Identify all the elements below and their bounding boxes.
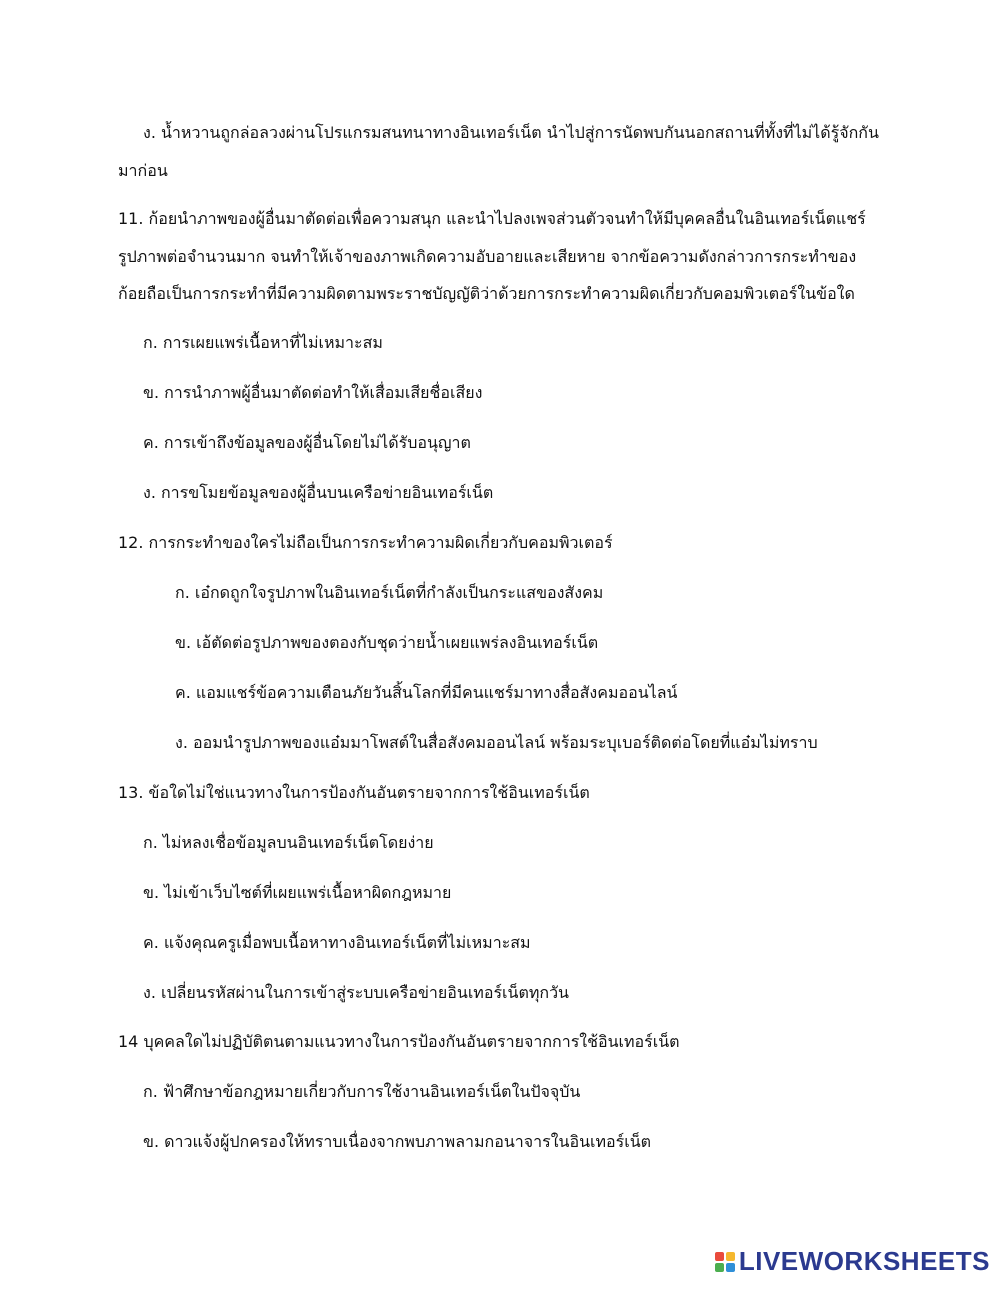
logo-text: LIVEWORKSHEETS (738, 1246, 990, 1276)
q11-choice-b: ข. การนำภาพผู้อื่นมาตัดต่อทำให้เสื่อมเสียชื่อเสียง (143, 383, 483, 402)
q13-choice-a: ก. ไม่หลงเชื่อข้อมูลบนอินเทอร์เน็ตโดยง่าย (143, 833, 434, 852)
q11-choice-d: ง. การขโมยข้อมูลของผู้อื่นบนเครือข่ายอินเทอร์เน็ต (143, 483, 494, 502)
logo-block-blue (726, 1263, 735, 1272)
q14-choice-a: ก. ฟ้าศึกษาข้อกฎหมายเกี่ยวกับการใช้งานอินเทอร์เน็ตในปัจจุบัน (143, 1082, 581, 1101)
q13-question: 13. ข้อใดไม่ใช่แนวทางในการป้องกันอันตรายจากการใช้อินเทอร์เน็ต (118, 783, 590, 802)
logo-blocks-icon (715, 1252, 735, 1272)
q10-choice-d-line1: ง. น้ำหวานถูกล่อลวงผ่านโปรแกรมสนทนาทางอินเทอร์เน็ต นำไปสู่การนัดพบกันนอกสถานที่ทั้งที่ไม่ได้รู้จักกัน (143, 123, 879, 142)
q10-choice-d-line2: มาก่อน (118, 161, 168, 180)
q12-choice-d: ง. ออมนำรูปภาพของแอ๋มมาโพสต์ในสื่อสังคมออนไลน์ พร้อมระบุเบอร์ติดต่อโดยที่แอ๋มไม่ทราบ (175, 733, 818, 752)
logo-block-green (715, 1263, 724, 1272)
logo-block-yellow (726, 1252, 735, 1261)
q13-choice-b: ข. ไม่เข้าเว็บไซต์ที่เผยแพร่เนื้อหาผิดกฎหมาย (143, 883, 452, 902)
q11-question-line3: ก้อยถือเป็นการกระทำที่มีความผิดตามพระราชบัญญัติว่าด้วยการกระทำความผิดเกี่ยวกับคอมพิวเตอร์ในข้อใด (118, 284, 855, 303)
q11-choice-a: ก. การเผยแพร่เนื้อหาที่ไม่เหมาะสม (143, 333, 383, 352)
q14-choice-b: ข. ดาวแจ้งผู้ปกครองให้ทราบเนื่องจากพบภาพลามกอนาจารในอินเทอร์เน็ต (143, 1132, 652, 1151)
q13-choice-d: ง. เปลี่ยนรหัสผ่านในการเข้าสู่ระบบเครือข่ายอินเทอร์เน็ตทุกวัน (143, 983, 569, 1002)
q11-question-line2: รูปภาพต่อจำนวนมาก จนทำให้เจ้าของภาพเกิดความอับอายและเสียหาย จากข้อความดังกล่าวการกระทำของ (118, 247, 857, 266)
q12-choice-c: ค. แอมแชร์ข้อความเตือนภัยวันสิ้นโลกที่มีคนแชร์มาทางสื่อสังคมออนไลน์ (175, 683, 678, 702)
q12-choice-b: ข. เอ้ตัดต่อรูปภาพของตองกับชุดว่ายน้ำเผยแพร่ลงอินเทอร์เน็ต (175, 633, 599, 652)
q11-choice-c: ค. การเข้าถึงข้อมูลของผู้อื่นโดยไม่ได้รับอนุญาต (143, 433, 471, 452)
q11-question-line1: 11. ก้อยนำภาพของผู้อื่นมาตัดต่อเพื่อความสนุก และนำไปลงเพจส่วนตัวจนทำให้มีบุคคลอื่นในอินเทอร์เน็ตแชร์ (118, 209, 866, 228)
q12-choice-a: ก. เอ๋กดถูกใจรูปภาพในอินเทอร์เน็ตที่กำลังเป็นกระแสของสังคม (175, 583, 604, 602)
q12-question: 12. การกระทำของใครไม่ถือเป็นการกระทำความผิดเกี่ยวกับคอมพิวเตอร์ (118, 533, 613, 552)
q13-choice-c: ค. แจ้งคุณครูเมื่อพบเนื้อหาทางอินเทอร์เน็ตที่ไม่เหมาะสม (143, 933, 531, 952)
logo-block-red (715, 1252, 724, 1261)
q14-question: 14 บุคคลใดไม่ปฏิบัติตนตามแนวทางในการป้องกันอันตรายจากการใช้อินเทอร์เน็ต (118, 1032, 680, 1051)
liveworksheets-logo (715, 1246, 990, 1277)
